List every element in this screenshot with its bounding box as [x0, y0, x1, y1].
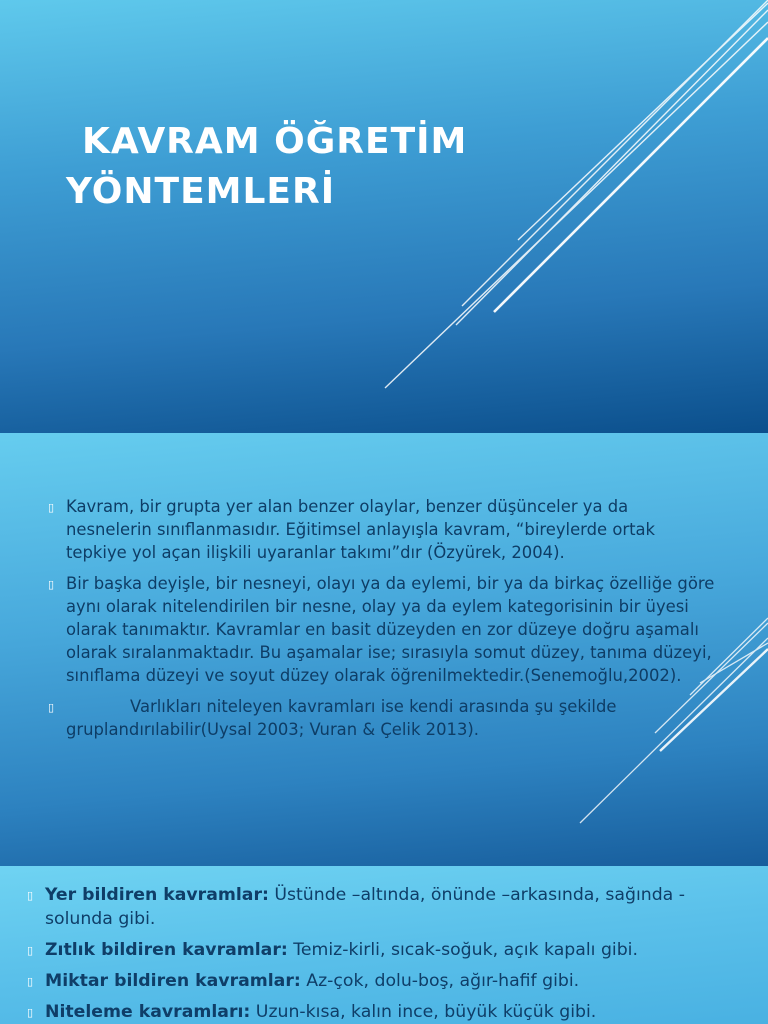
bullet-icon: ▯ — [27, 944, 34, 957]
deco-line — [494, 38, 768, 312]
slide-title — [0, 0, 768, 433]
slide-definitions — [0, 433, 768, 866]
concept-term: Yer bildiren kavramlar: — [45, 885, 269, 905]
concept-examples: Üstünde –altında, önünde –arkasında, sağında -solunda gibi. — [45, 885, 685, 929]
concept-term: Miktar bildiren kavramlar: — [45, 971, 301, 991]
concept-examples: Uzun-kısa, kalın ince, büyük küçük gibi. — [250, 1002, 597, 1022]
bullet-icon: ▯ — [27, 975, 34, 988]
list-item — [27, 938, 737, 962]
concept-term: Zıtlık bildiren kavramlar: — [45, 940, 288, 960]
concept-type-list — [27, 883, 737, 1024]
concept-term: Niteleme kavramları: — [45, 1002, 251, 1022]
list-item — [27, 883, 737, 931]
concept-examples: Az-çok, dolu-boş, ağır-hafif gibi. — [300, 971, 580, 991]
slide-title-text — [66, 117, 467, 217]
bullet-icon: ▯ — [48, 578, 55, 591]
bullet-icon: ▯ — [48, 701, 55, 714]
list-item — [27, 1000, 737, 1024]
concept-examples: Temiz-kirli, sıcak-soğuk, açık kapalı gibi. — [287, 940, 638, 960]
list-item — [48, 695, 718, 741]
deco-line — [456, 10, 768, 325]
list-item — [27, 969, 737, 993]
list-item — [48, 572, 718, 687]
paragraph-text: Kavram, bir grupta yer alan benzer olaylar, benzer düşünceler ya da nesnelerin sınıflanmasıdır. Eğitimsel anlayışla kavram, “bireylerde ortak tepkiye yol açan ilişkili uyaranlar takımı”dır (Özyürek, 2004). — [66, 497, 656, 562]
paragraph-text: Varlıkları niteleyen kavramları ise kendi arasında şu şekilde gruplandırılabilir(Uysal 2003; Vuran & Çelik 2013). — [66, 697, 617, 739]
bullet-icon: ▯ — [27, 1006, 34, 1019]
title-line-2: YÖNTEMLERİ — [66, 171, 336, 212]
deco-line — [518, 3, 768, 240]
slide-concept-types — [0, 866, 768, 1024]
paragraph-text: Bir başka deyişle, bir nesneyi, olayı ya da eylemi, bir ya da birkaç özelliğe göre aynı olarak nitelendirilen bir nesne, olay ya da eylem kategorisinin bir üyesi olarak tanımaktır. Kavramlar en basit düzeyden en zor düzeye doğru aşamalı olarak sıralanmaktadır. Bu aşamalar ise; sırasıyla somut düzey, tanıma düzeyi, sınıflama düzeyi ve soyut düzey olarak öğrenilmektedir.(Senemoğlu,2002). — [66, 574, 715, 685]
list-item — [48, 495, 718, 564]
title-line-1: KAVRAM ÖĞRETİM — [82, 121, 468, 162]
bullet-icon: ▯ — [48, 501, 55, 514]
definition-list — [48, 495, 718, 749]
bullet-icon: ▯ — [27, 889, 34, 902]
